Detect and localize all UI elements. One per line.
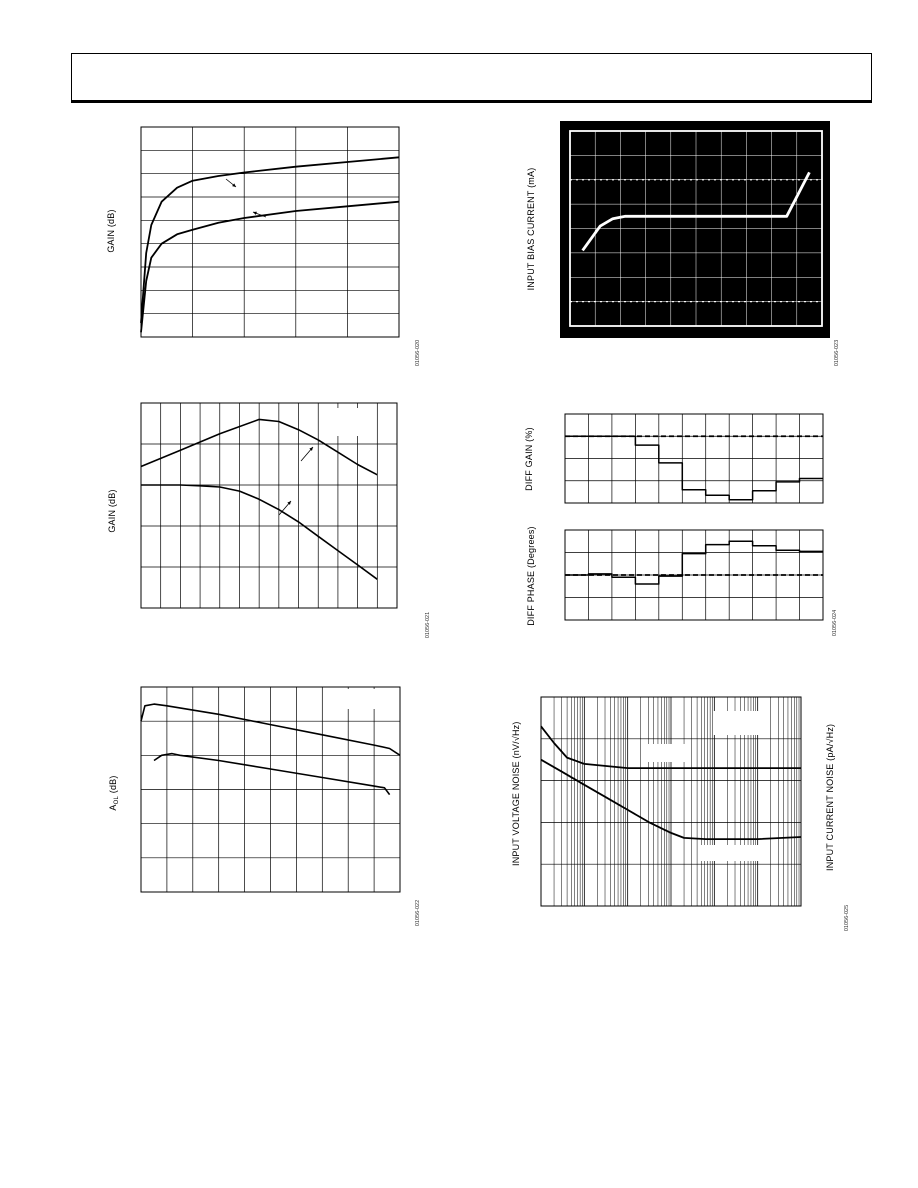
chart4-ylabel: INPUT BIAS CURRENT (mA) (526, 167, 536, 291)
data-series-1 (565, 541, 823, 584)
data-series-1 (141, 157, 399, 323)
gain-chart-1 (141, 127, 399, 337)
chart6-ylabel-left: INPUT VOLTAGE NOISE (nV/√Hz) (511, 721, 521, 866)
data-series-1 (565, 436, 823, 499)
input-bias-current-scope (560, 121, 830, 338)
page-header-box (71, 53, 872, 103)
plot-frame (141, 127, 399, 337)
chart1-figure-code: 01056-020 (415, 339, 421, 367)
legend-box (713, 711, 765, 735)
data-series-2 (154, 754, 390, 795)
chart5b-ylabel: DIFF PHASE (Degrees) (526, 526, 536, 626)
gain-chart-2 (141, 403, 397, 608)
chart6-figure-code: 01056-025 (844, 904, 850, 932)
legend-box (641, 744, 691, 762)
aol-chart (141, 687, 400, 892)
input-noise-chart (541, 697, 801, 906)
legend-box (331, 408, 373, 436)
chart1-ylabel: GAIN (dB) (106, 209, 116, 253)
chart2-ylabel: GAIN (dB) (107, 489, 117, 533)
chart2-figure-code: 01056-021 (425, 611, 431, 639)
diff-phase-chart (565, 530, 823, 620)
legend-box (701, 845, 761, 861)
diff-gain-chart (565, 414, 823, 503)
legend-box (341, 689, 381, 709)
chart3-ylabel: $A_{OL}$ (dB) (108, 775, 120, 811)
chart5-figure-code: 01056-024 (832, 609, 838, 637)
chart6-ylabel-right: INPUT CURRENT NOISE (pA/√Hz) (825, 723, 835, 871)
scope-background (560, 121, 830, 338)
chart5a-ylabel: DIFF GAIN (%) (524, 427, 534, 491)
chart3-figure-code: 01056-022 (415, 899, 421, 927)
chart4-figure-code: 01056-023 (834, 339, 840, 367)
